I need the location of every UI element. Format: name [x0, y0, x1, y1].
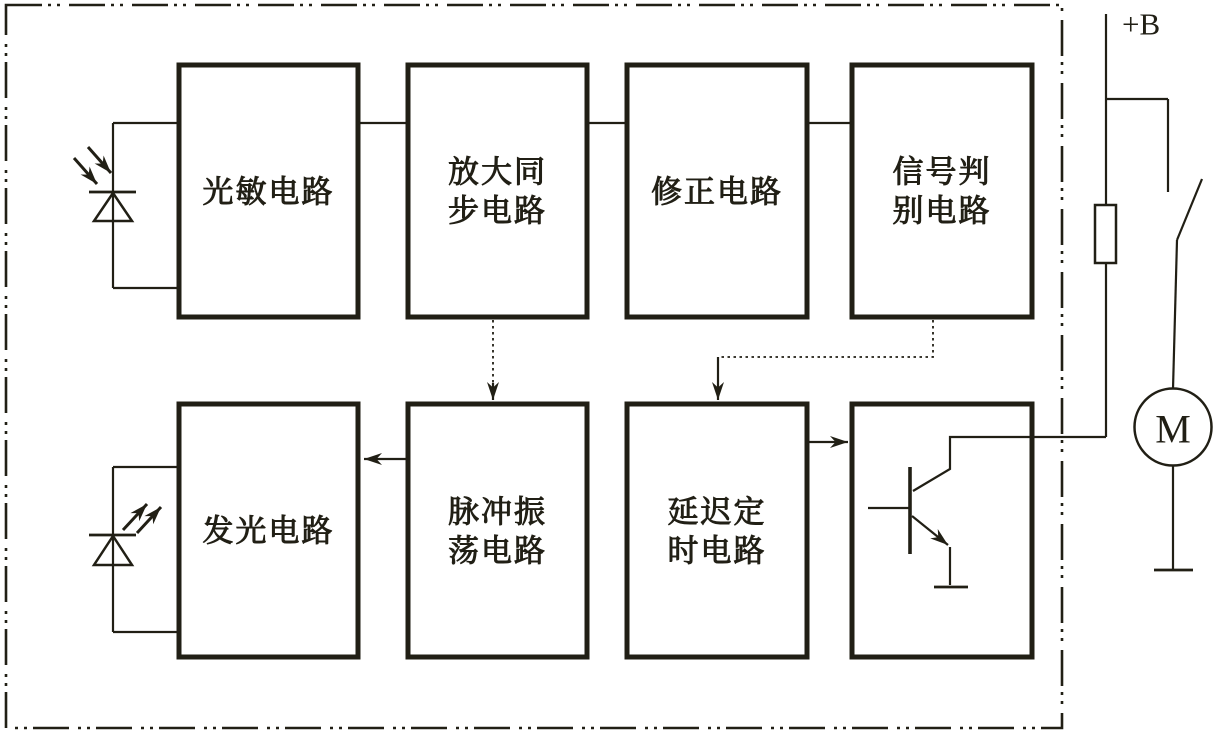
block-transistor-driver — [852, 404, 1032, 657]
block-delay-timing — [627, 404, 807, 657]
incoming-light-arrow — [88, 147, 111, 173]
label-signal-discrimination-line1: 信号判 — [892, 154, 992, 190]
arrow-shaft-dotted — [718, 320, 933, 357]
power-rail — [1095, 14, 1116, 437]
label-pulse-oscillation-line1: 脉冲振 — [448, 494, 547, 530]
block-signal-discrimination — [852, 65, 1032, 317]
resistor-icon — [1095, 205, 1116, 263]
label-amplify-sync-line2: 步电路 — [448, 193, 547, 229]
label-light-emitting: 发光电路 — [202, 513, 335, 549]
label-delay-timing-line2: 时电路 — [667, 533, 767, 569]
photodiode-icon — [74, 123, 179, 288]
label-signal-discrimination-line2: 别电路 — [892, 193, 992, 229]
motor-label: M — [1155, 406, 1191, 452]
label-correction: 修正电路 — [651, 174, 783, 210]
power-rail-label: +B — [1122, 6, 1161, 42]
incoming-light-arrow — [74, 158, 97, 184]
switch-to-motor-lead — [1173, 240, 1177, 389]
label-pulse-oscillation-line2: 荡电路 — [448, 533, 547, 569]
label-amplify-sync-line1: 放大同 — [448, 154, 547, 190]
led-icon — [89, 467, 179, 632]
block-pulse-oscillation — [408, 404, 587, 657]
arrow-signal-to-delay — [718, 320, 933, 400]
block-amplify-sync — [408, 65, 587, 317]
label-photosensitive: 光敏电路 — [202, 174, 335, 210]
switch-icon — [1106, 99, 1202, 389]
switch-blade — [1177, 179, 1202, 240]
label-delay-timing-line1: 延迟定 — [667, 494, 767, 530]
